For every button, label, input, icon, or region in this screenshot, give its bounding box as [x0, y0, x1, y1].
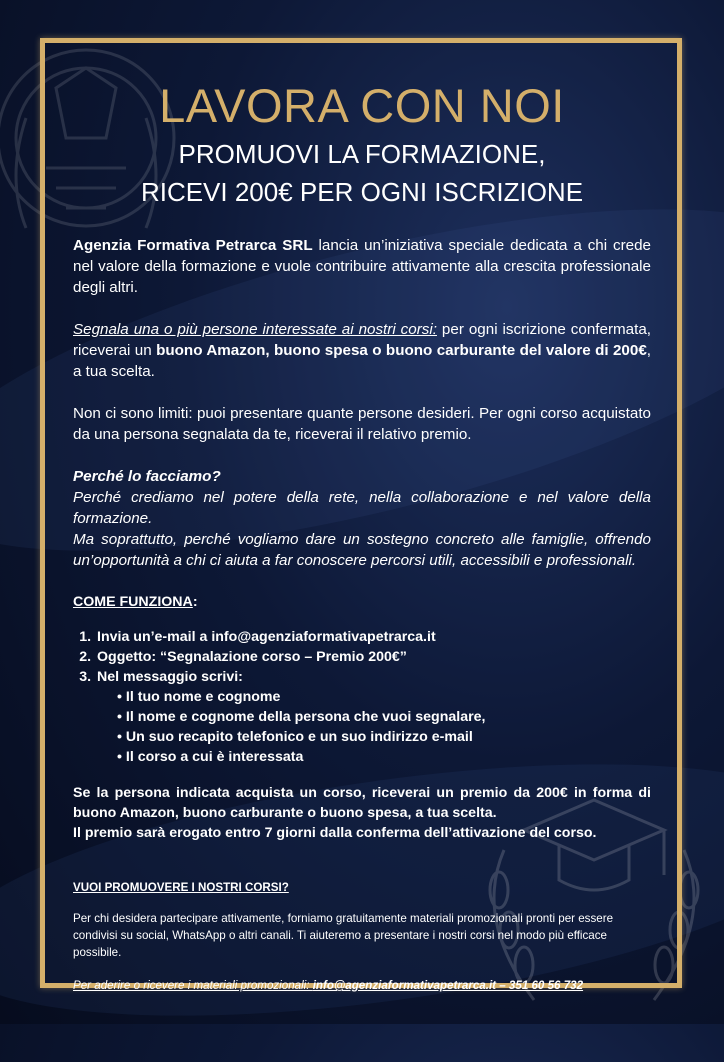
intro-paragraph: [73, 235, 651, 298]
outcome-paragraph-2: Il premio sarà erogato entro 7 giorni dalla conferma dell’attivazione del corso.: [73, 825, 597, 841]
step-3: [95, 667, 651, 767]
bullet-item: • Un suo recapito telefonico e un suo indirizzo e-mail: [115, 727, 651, 747]
why-paragraph-2: Ma soprattutto, perché vogliamo dare un sostegno concreto alle famiglie, offrendo un’opportunità a chi ci aiuta a far conoscere percorsi utili, accessibili e professionali.: [73, 531, 651, 569]
bullet-item: • Il nome e cognome della persona che vuoi segnalare,: [115, 707, 651, 727]
referral-lead: Segnala una o più persone interessate ai nostri corsi:: [73, 321, 437, 338]
subtitle-line-2: RICEVI 200€ PER OGNI ISCRIZIONE: [140, 177, 584, 207]
outcome-paragraph-1: Se la persona indicata acquista un corso, riceverai un premio da 200€ in forma di buono Amazon, buono carburante o buono spesa, a tua scelta.: [73, 785, 651, 821]
footer-contact-line: [73, 977, 651, 994]
main-content: [73, 78, 651, 994]
referral-text-1: per ogni iscrizione confermata, riceverai un: [73, 321, 652, 359]
how-steps: [73, 627, 651, 767]
intro-text: lancia un’iniziativa speciale dedicata a chi crede nel valore della formazione e vuole contribuire attivamente alla crescita professionale degli altri.: [73, 237, 651, 296]
company-name: Agenzia Formativa Petrarca SRL: [73, 237, 313, 254]
promo-heading: VUOI PROMUOVERE I NOSTRI CORSI?: [73, 881, 289, 894]
footer-label: Per aderire o ricevere i materiali promozionali:: [73, 979, 313, 992]
step-3-label: Nel messaggio scrivi:: [97, 669, 243, 685]
promo-text: Per chi desidera partecipare attivamente, forniamo gratuitamente materiali promozionali pronti per essere condivisi su social, WhatsApp o altri canali. Ti aiuteremo a presentare i nostri corsi nel modo più efficace possibile.: [73, 912, 614, 959]
bullet-item: • Il corso a cui è interessata: [115, 747, 651, 767]
bullet-item: • Il tuo nome e cognome: [115, 687, 651, 707]
referral-text-2: , a tua scelta.: [73, 342, 651, 380]
referral-paragraph: [73, 319, 651, 382]
subtitle-line-1: PROMUOVI LA FORMAZIONE,: [178, 139, 546, 169]
message-bullets: [97, 687, 651, 767]
how-heading-colon: :: [192, 594, 198, 610]
page-title: LAVORA CON NOI: [159, 79, 565, 132]
step-1: 1. Invia un’e-mail a info@agenziaformativapetrarca.it: [95, 627, 651, 647]
how-heading-text: COME FUNZIONA: [73, 594, 193, 610]
why-paragraph-1: Perché crediamo nel potere della rete, nella collaborazione e nel valore della formazione.: [73, 489, 651, 527]
footer-contact-link[interactable]: info@agenziaformativapetrarca.it – 351 60 56 732: [312, 979, 584, 992]
limits-paragraph: Non ci sono limiti: puoi presentare quante persone desideri. Per ogni corso acquistato da una persona segnalata da te, riceverai il relativo premio.: [73, 405, 651, 443]
step-2: 2. Oggetto: “Segnalazione corso – Premio 200€”: [95, 647, 651, 667]
how-heading: [73, 592, 651, 613]
referral-highlight: buono Amazon, buono spesa o buono carburante del valore di 200€: [156, 342, 647, 359]
why-heading: Perché lo facciamo?: [73, 468, 221, 485]
